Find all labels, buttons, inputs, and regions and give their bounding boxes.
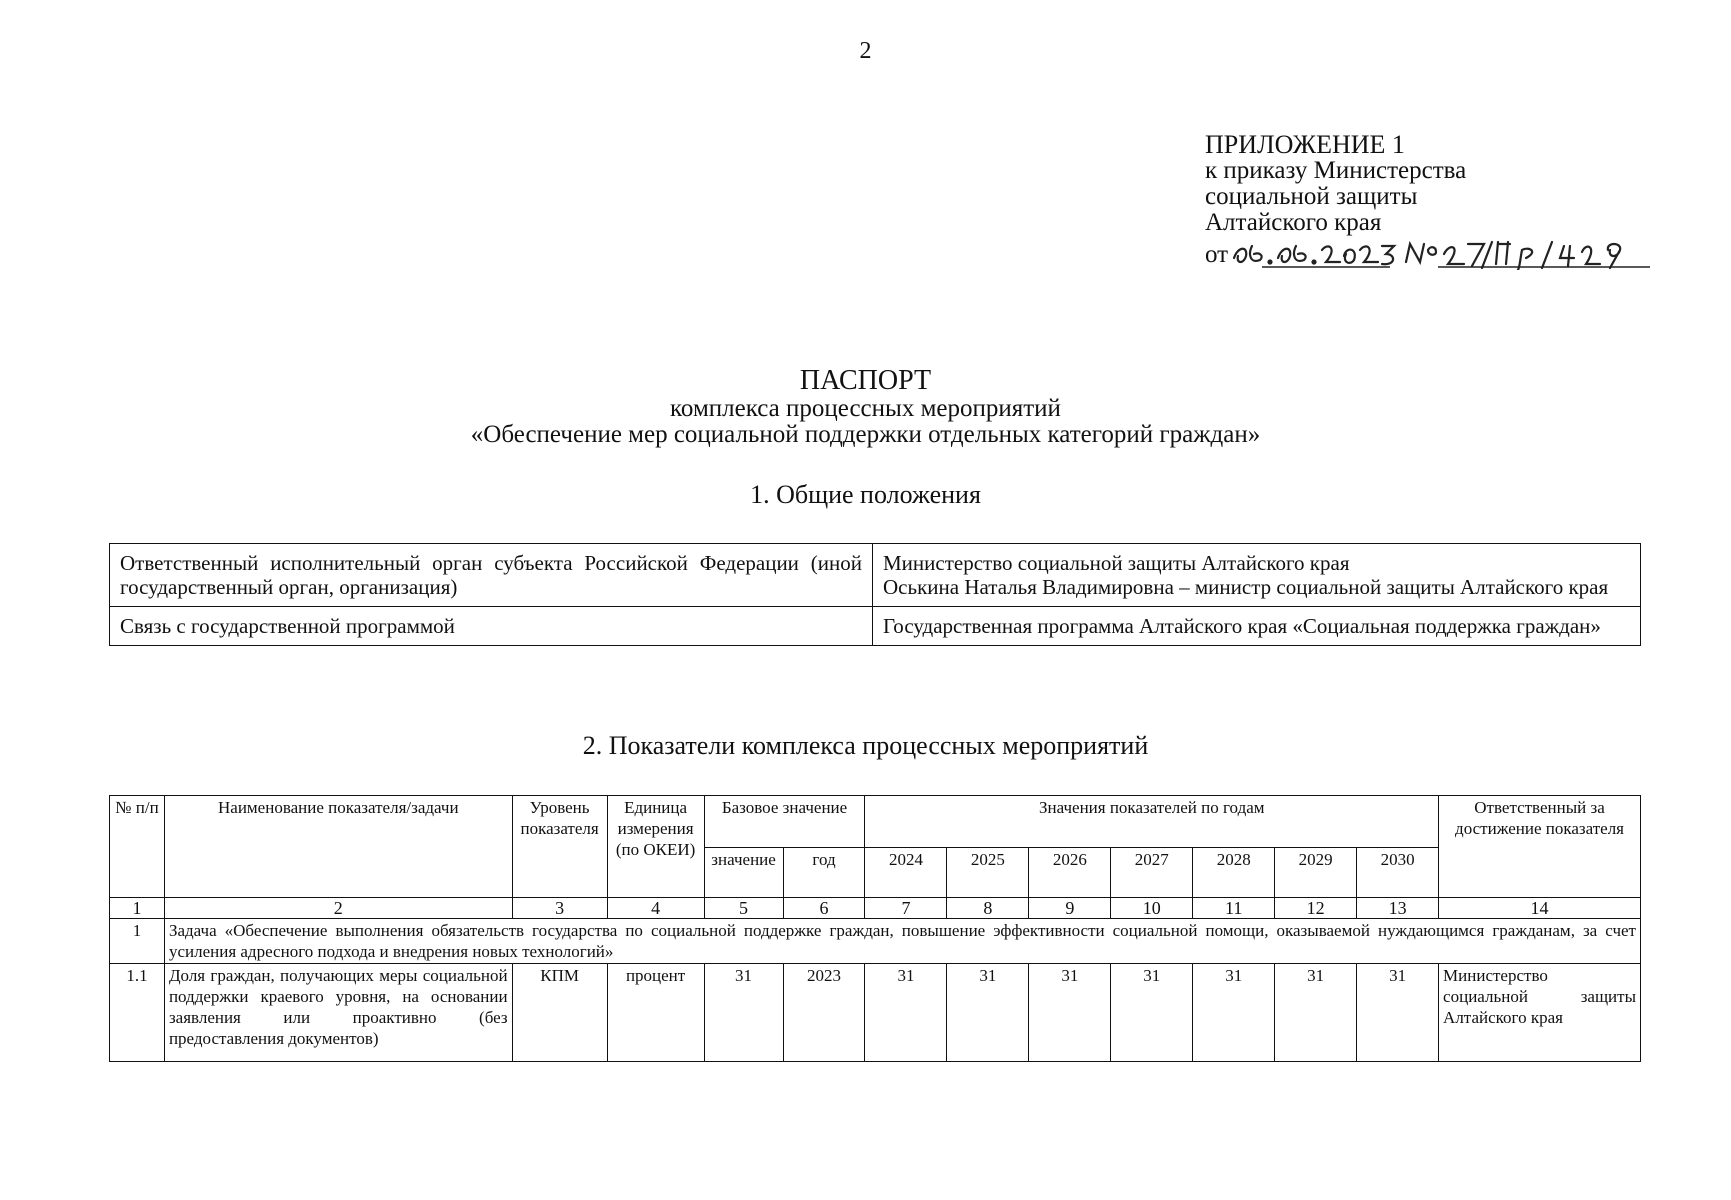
task-row [110,919,1641,964]
column-number: 7 [865,898,947,919]
col-header-base: Базовое значение [704,796,865,848]
column-number: 4 [607,898,704,919]
indicators-table [109,795,1641,1062]
general-label-cell: Ответственный исполнительный орган субъекта Российской Федерации (иной государственный орган, организация) [110,544,873,607]
general-provisions-table [109,543,1641,646]
indicator-level: КПМ [512,964,607,1062]
page-number: 2 [859,38,872,64]
column-number-row [110,898,1641,919]
general-value-cell [873,544,1641,607]
col-header-responsible: Ответственный за достижение показателя [1439,796,1641,898]
order-date-line [1205,236,1660,268]
handwritten-date-number [1230,236,1660,270]
indicator-unit: процент [607,964,704,1062]
indicator-year-value: 31 [1275,964,1357,1062]
indicator-year-value: 31 [865,964,947,1062]
indicator-num: 1.1 [110,964,165,1062]
section2-heading: 2. Показатели комплекса процессных мероприятий [582,731,1149,760]
indicator-responsible: Министерство социальной защиты Алтайского края [1439,964,1641,1062]
general-label-cell: Связь с государственной программой [110,607,873,646]
column-number: 8 [947,898,1029,919]
column-number: 2 [164,898,512,919]
appendix-block [1205,132,1660,268]
col-header-unit: Единица измерения (по ОКЕИ) [607,796,704,898]
col-header-base-year: год [783,848,865,898]
column-number: 11 [1193,898,1275,919]
task-num: 1 [110,919,165,964]
col-header-year: 2027 [1111,848,1193,898]
document-subtitle-1: комплекса процессных мероприятий [670,395,1061,422]
column-number: 3 [512,898,607,919]
col-header-num: № п/п [110,796,165,898]
table-row [110,544,1641,607]
column-number: 12 [1275,898,1357,919]
column-number: 1 [110,898,165,919]
appendix-line-3: Алтайского края [1205,209,1382,236]
column-number: 13 [1357,898,1439,919]
general-value-line: Оськина Наталья Владимировна – министр социальной защиты Алтайского края [883,575,1609,599]
column-number: 5 [704,898,783,919]
column-number: 6 [783,898,865,919]
col-header-year: 2025 [947,848,1029,898]
general-value-line: Министерство социальной защиты Алтайского края [883,551,1350,575]
document-title: ПАСПОРТ [799,365,932,396]
table-header-row [110,796,1641,848]
indicator-year-value: 31 [1193,964,1275,1062]
document-subtitle-2: «Обеспечение мер социальной поддержки отдельных категорий граждан» [470,421,1261,448]
col-header-year: 2028 [1193,848,1275,898]
indicator-year-value: 31 [1029,964,1111,1062]
section1-heading: 1. Общие положения [750,480,981,509]
general-value-cell [873,607,1641,646]
general-value-line: Государственная программа Алтайского края «Социальная поддержка граждан» [883,614,1601,638]
appendix-line-2: социальной защиты [1205,183,1418,210]
indicator-year-value: 31 [1111,964,1193,1062]
indicator-base-year: 2023 [783,964,865,1062]
indicator-year-value: 31 [1357,964,1439,1062]
col-header-years-group: Значения показателей по годам [865,796,1439,848]
col-header-level: Уровень показателя [512,796,607,898]
column-number: 14 [1439,898,1641,919]
col-header-year: 2030 [1357,848,1439,898]
table-row [110,964,1641,1062]
col-header-name: Наименование показателя/задачи [164,796,512,898]
column-number: 9 [1029,898,1111,919]
col-header-year: 2024 [865,848,947,898]
appendix-line-1: к приказу Министерства [1205,157,1467,184]
appendix-title: ПРИЛОЖЕНИЕ 1 [1205,130,1405,159]
column-number: 10 [1111,898,1193,919]
table-row [110,607,1641,646]
col-header-base-value: значение [704,848,783,898]
indicator-base-value: 31 [704,964,783,1062]
col-header-year: 2026 [1029,848,1111,898]
task-text: Задача «Обеспечение выполнения обязательств государства по социальной поддержке граждан, повышение эффективности социальной помощи, оказываемой нуждающимся гражданам, за счет усиления адресного подхода и внедрения новых технологий» [164,919,1640,964]
col-header-year: 2029 [1275,848,1357,898]
indicator-name: Доля граждан, получающих меры социальной поддержки краевого уровня, на основании заявления или проактивно (без предоставления документов) [164,964,512,1062]
indicator-year-value: 31 [947,964,1029,1062]
order-prefix: от [1205,241,1229,268]
document-title-block [0,366,1731,448]
